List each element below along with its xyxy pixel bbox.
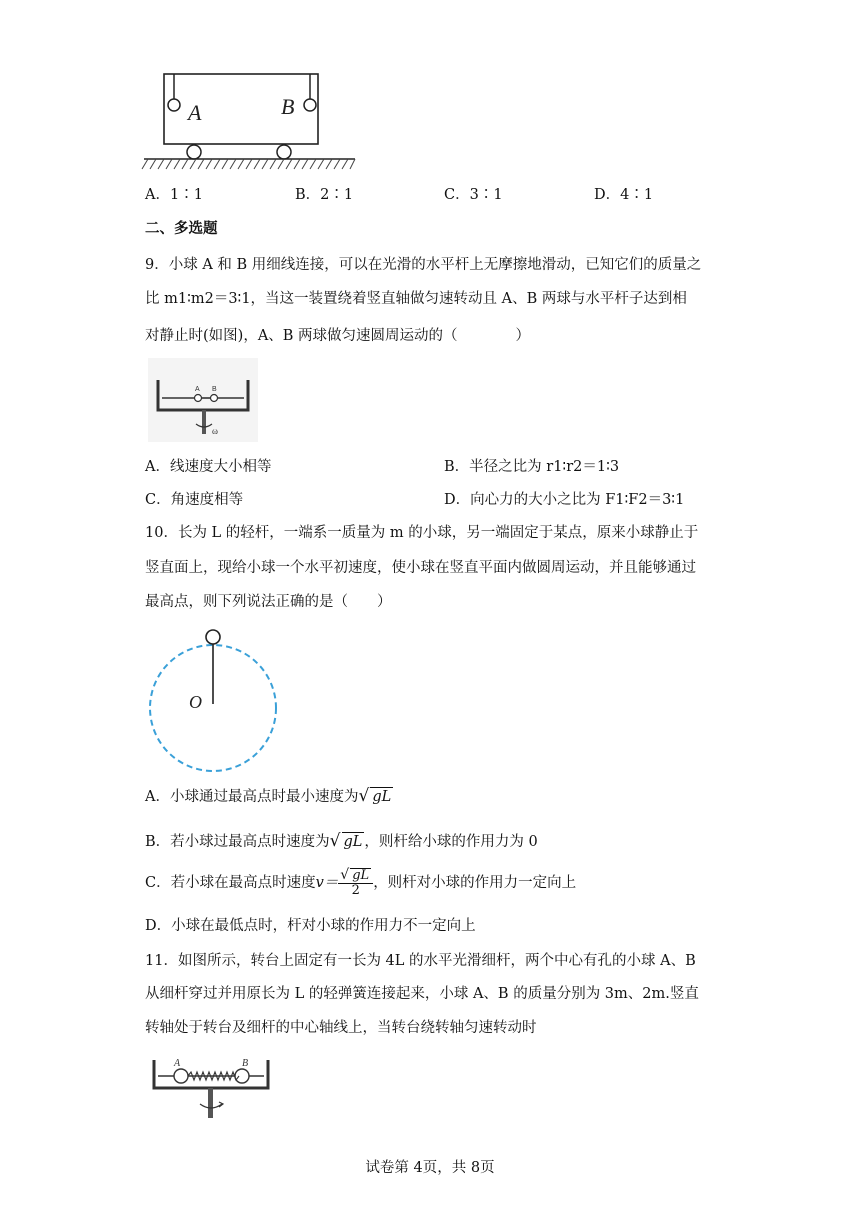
- q9-label-b: B: [212, 386, 217, 393]
- q10-line-3: 最高点，则下列说法正确的是（ ）: [145, 594, 392, 610]
- q10-option-d: D．小球在最低点时，杆对小球的作用力不一定向上: [145, 918, 476, 934]
- q9-label-a: A: [195, 386, 200, 393]
- q10-circle-figure: [146, 628, 282, 788]
- q11-spring-turntable-figure: [150, 1054, 274, 1126]
- q9-line-3: 对静止时(如图)，A、B 两球做匀速圆周运动的（ ）: [145, 328, 531, 344]
- q10-label-o: O: [189, 692, 202, 712]
- q9-rotating-rod-figure: [148, 358, 258, 442]
- q9-option-b: B．半径之比为 r1∶r2＝1∶3: [444, 459, 620, 475]
- q10-line-2: 竖直面上，现给小球一个水平初速度，使小球在竖直平面内做圆周运动，并且能够通过: [145, 560, 696, 576]
- q9-line-1: 9．小球 A 和 B 用细线连接，可以在光滑的水平杆上无摩擦地滑动，已知它们的质量之: [145, 257, 702, 273]
- q11-line-2: 从细杆穿过并用原长为 L 的轻弹簧连接起来，小球 A、B 的质量分别为 3m、2m.竖直: [145, 986, 699, 1002]
- q8-option-a: A．1∶1: [145, 187, 203, 203]
- q8-option-d: D．4∶1: [594, 187, 654, 203]
- q11-line-1: 11．如图所示，转台上固定有一长为 4L 的水平光滑细杆，两个中心有孔的小球 A、B: [145, 953, 696, 969]
- q11-line-3: 转轴处于转台及细杆的中心轴线上，当转台绕转轴匀速转动时: [145, 1020, 537, 1036]
- q10-line-1: 10．长为 L 的轻杆，一端系一质量为 m 的小球，另一端固定于某点，原来小球静止于: [145, 525, 699, 541]
- q9-option-a: A．线速度大小相等: [145, 459, 272, 475]
- q9-option-c: C．角速度相等: [145, 492, 244, 508]
- q10-option-b: B．若小球过最高点时速度为√ gL ，则杆给小球的作用力为 0: [145, 831, 538, 851]
- q8-label-a: A: [188, 100, 202, 125]
- q8-label-b: B: [281, 94, 295, 119]
- q10-option-c: C．若小球在最高点时速度v＝ $\frac{√ gL}{2}$ ，则杆对小球的作用力一定向上: [145, 867, 577, 898]
- q9-omega-label: ω: [212, 426, 218, 436]
- q8-option-b: B．2∶1: [295, 187, 354, 203]
- q9-option-d: D．向心力的大小之比为 F1∶F2＝3∶1: [444, 492, 685, 508]
- q8-option-c: C．3∶1: [444, 187, 503, 203]
- q11-label-a: A: [174, 1058, 181, 1069]
- q8-cart-figure: [140, 66, 360, 176]
- q10-option-a: A．小球通过最高点时最小速度为√ gL: [145, 786, 392, 806]
- q9-line-2: 比 m1∶m2＝3∶1，当这一装置绕着竖直轴做匀速转动且 A、B 两球与水平杆子达到相: [145, 291, 687, 307]
- page-footer: 试卷第 4页，共 8页: [365, 1160, 495, 1176]
- q11-label-b: B: [242, 1058, 249, 1069]
- section-title-multiple-choice: 二、多选题: [145, 220, 218, 237]
- fraction-sqrt-gl-over-2: $\frac{√ gL}{2}$: [338, 868, 373, 898]
